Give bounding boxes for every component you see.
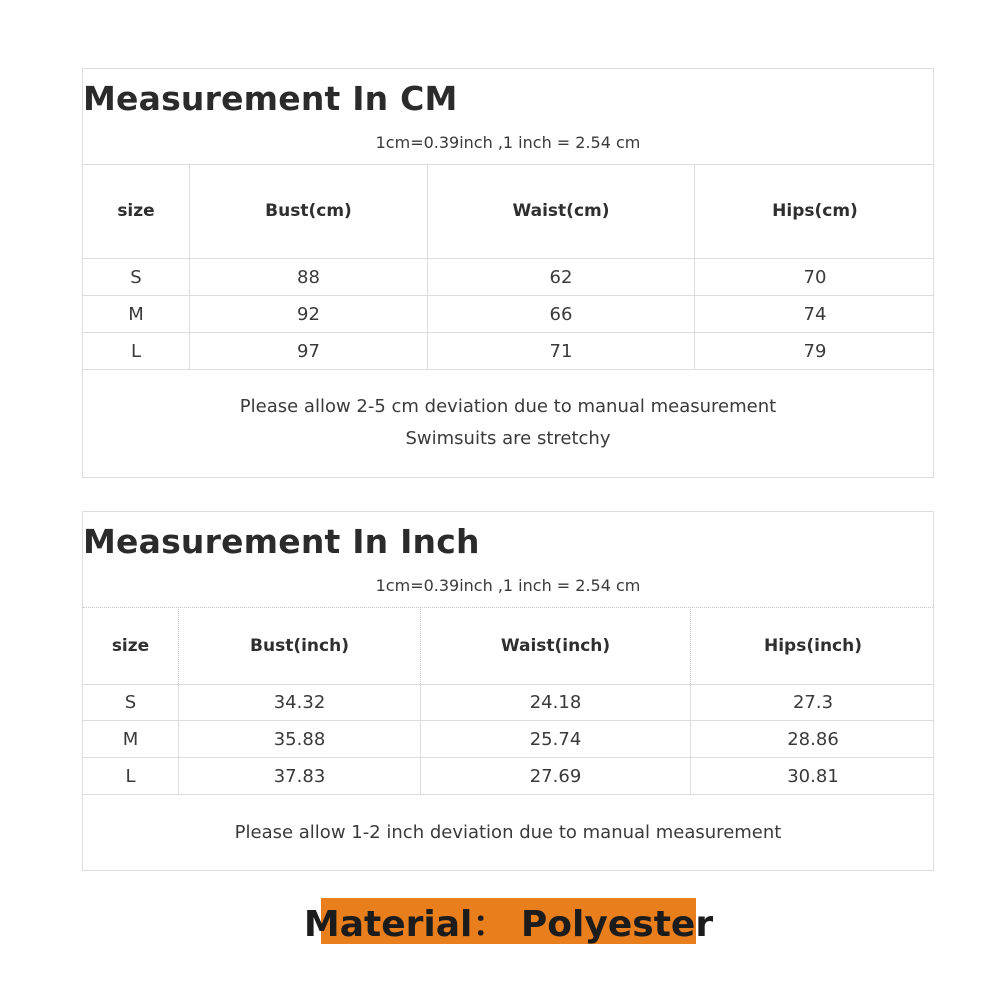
inch-measurement-table — [82, 511, 934, 871]
inch-table-title: Measurement In Inch — [83, 522, 480, 561]
size-cell: M — [122, 728, 139, 750]
size-cell: L — [125, 765, 136, 787]
waist-cell: 25.74 — [529, 728, 582, 750]
size-cell: S — [130, 266, 142, 288]
column-header-hips: Hips(cm) — [772, 201, 858, 221]
bust-cell: 34.32 — [273, 692, 326, 713]
column-header-bust: Bust(inch) — [250, 635, 349, 656]
material-label: Material： Polyester — [321, 898, 696, 944]
hips-cell: 74 — [803, 303, 827, 325]
column-header-size: size — [111, 635, 150, 656]
inch-conversion-note: 1cm=0.39inch ,1 inch = 2.54 cm — [375, 576, 641, 595]
column-header-bust: Bust(cm) — [265, 201, 352, 221]
waist-cell: 71 — [549, 340, 573, 362]
size-cell: M — [128, 303, 144, 325]
cm-measurement-table — [82, 68, 934, 478]
size-cell: L — [130, 340, 142, 362]
waist-cell: 62 — [549, 266, 573, 288]
hips-cell: 30.81 — [787, 765, 839, 787]
bust-cell: 97 — [297, 340, 320, 362]
bust-cell: 88 — [297, 266, 320, 288]
divider — [83, 369, 933, 370]
hips-cell: 28.86 — [787, 728, 839, 750]
waist-cell: 27.69 — [529, 765, 582, 787]
column-header-waist: Waist(cm) — [512, 201, 610, 221]
cm-table-title: Measurement In CM — [83, 79, 458, 118]
column-header-waist: Waist(inch) — [500, 635, 611, 656]
cm-conversion-note: 1cm=0.39inch ,1 inch = 2.54 cm — [375, 133, 641, 152]
bust-cell: 37.83 — [273, 765, 326, 787]
column-header-hips: Hips(inch) — [764, 635, 862, 656]
hips-cell: 79 — [803, 340, 827, 362]
waist-cell: 66 — [549, 303, 573, 325]
divider — [83, 794, 933, 795]
waist-cell: 24.18 — [529, 692, 582, 713]
bust-cell: 92 — [297, 303, 320, 325]
stretch-note: Swimsuits are stretchy — [405, 428, 611, 449]
hips-cell: 70 — [803, 266, 827, 288]
bust-cell: 35.88 — [273, 728, 326, 750]
deviation-note: Please allow 2-5 cm deviation due to manual measurement — [239, 396, 777, 417]
deviation-note: Please allow 1-2 inch deviation due to manual measurement — [234, 822, 782, 843]
column-header-size: size — [117, 201, 155, 221]
size-cell: S — [124, 692, 137, 713]
hips-cell: 27.3 — [792, 692, 834, 713]
